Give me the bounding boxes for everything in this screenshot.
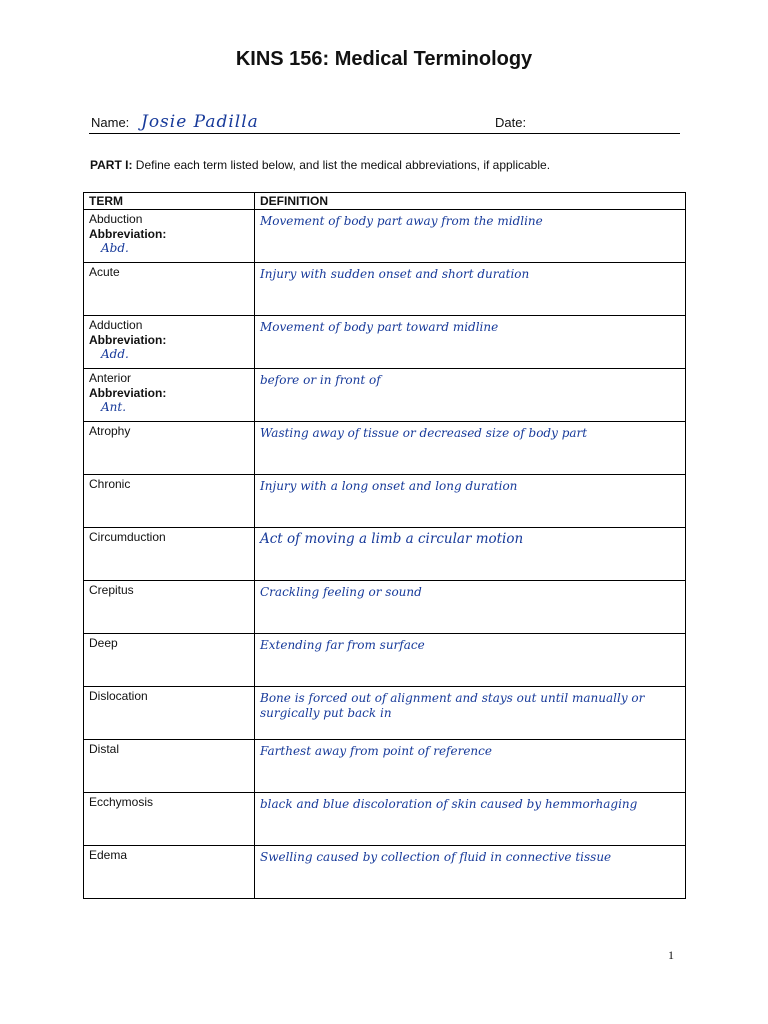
term-cell bbox=[84, 581, 255, 634]
term-cell bbox=[84, 634, 255, 687]
term-cell bbox=[84, 263, 255, 316]
term-cell bbox=[84, 687, 255, 740]
term-cell bbox=[84, 740, 255, 793]
definition-cell bbox=[255, 528, 686, 581]
name-date-row bbox=[89, 112, 680, 134]
definition-text: Swelling caused by collection of fluid in connective tissue bbox=[260, 850, 612, 864]
definition-cell bbox=[255, 740, 686, 793]
term-cell bbox=[84, 422, 255, 475]
term-cell bbox=[84, 846, 255, 899]
term-label: Ecchymosis bbox=[89, 795, 154, 809]
term-cell bbox=[84, 316, 255, 369]
part-label: PART I: bbox=[90, 158, 133, 172]
term-label: Abduction bbox=[89, 212, 143, 226]
table-row bbox=[84, 422, 686, 475]
table-row bbox=[84, 687, 686, 740]
definition-text: Crackling feeling or sound bbox=[260, 585, 422, 599]
term-column-header: TERM bbox=[84, 193, 255, 210]
page-title: KINS 156: Medical Terminology bbox=[235, 48, 533, 70]
definition-cell bbox=[255, 422, 686, 475]
definition-cell bbox=[255, 846, 686, 899]
abbreviation-label: Abbreviation: bbox=[89, 386, 167, 400]
date-label: Date: bbox=[495, 115, 527, 130]
term-label: Chronic bbox=[89, 477, 131, 491]
table-row bbox=[84, 210, 686, 263]
term-label: Anterior bbox=[89, 371, 132, 385]
term-label: Atrophy bbox=[89, 424, 131, 438]
definition-text: Act of moving a limb a circular motion bbox=[260, 531, 524, 547]
name-label: Name: bbox=[91, 115, 130, 130]
term-label: Edema bbox=[89, 848, 128, 862]
table-row bbox=[84, 316, 686, 369]
definition-cell bbox=[255, 210, 686, 263]
term-label: Adduction bbox=[89, 318, 143, 332]
abbreviation-value: Add. bbox=[101, 347, 129, 361]
abbreviation-value: Ant. bbox=[101, 400, 127, 414]
term-label: Dislocation bbox=[89, 689, 148, 703]
term-cell bbox=[84, 475, 255, 528]
definition-text: Extending far from surface bbox=[260, 638, 425, 652]
table-row bbox=[84, 528, 686, 581]
abbreviation-label: Abbreviation: bbox=[89, 333, 167, 347]
name-value: Josie Padilla bbox=[141, 112, 259, 132]
term-cell bbox=[84, 528, 255, 581]
table-row bbox=[84, 581, 686, 634]
part-one-instructions bbox=[90, 158, 550, 172]
definition-cell bbox=[255, 316, 686, 369]
definition-text: black and blue discoloration of skin caused by hemmorhaging bbox=[260, 797, 638, 811]
definition-cell bbox=[255, 793, 686, 846]
term-label: Distal bbox=[89, 742, 120, 756]
definition-text: Movement of body part toward midline bbox=[260, 320, 499, 334]
page-number: 1 bbox=[668, 948, 674, 962]
definition-cell bbox=[255, 475, 686, 528]
table-row bbox=[84, 793, 686, 846]
definition-text: Bone is forced out of alignment and stays out until manually or surgically put back in bbox=[260, 691, 645, 720]
term-label: Circumduction bbox=[89, 530, 166, 544]
definition-cell bbox=[255, 687, 686, 740]
table-row bbox=[84, 475, 686, 528]
instructions-text: Define each term listed below, and list the medical abbreviations, if applicable. bbox=[135, 158, 551, 172]
abbreviation-value: Abd. bbox=[101, 241, 129, 255]
definition-cell bbox=[255, 581, 686, 634]
term-label: Crepitus bbox=[89, 583, 134, 597]
table-row bbox=[84, 846, 686, 899]
definition-text: Injury with sudden onset and short duration bbox=[260, 267, 530, 281]
term-cell bbox=[84, 369, 255, 422]
term-label: Deep bbox=[89, 636, 118, 650]
table-row bbox=[84, 634, 686, 687]
definition-text: Farthest away from point of reference bbox=[260, 744, 492, 758]
abbreviation-label: Abbreviation: bbox=[89, 227, 167, 241]
term-label: Acute bbox=[89, 265, 120, 279]
term-cell bbox=[84, 793, 255, 846]
definition-cell bbox=[255, 634, 686, 687]
definition-cell bbox=[255, 369, 686, 422]
table-row bbox=[84, 740, 686, 793]
definition-cell bbox=[255, 263, 686, 316]
table-header-row bbox=[84, 193, 686, 210]
table-row bbox=[84, 263, 686, 316]
table-row bbox=[84, 369, 686, 422]
definition-column-header: DEFINITION bbox=[255, 193, 686, 210]
definition-text: Injury with a long onset and long duration bbox=[260, 479, 518, 493]
definition-text: Movement of body part away from the midline bbox=[260, 214, 543, 228]
definition-text: before or in front of bbox=[260, 373, 381, 387]
definition-text: Wasting away of tissue or decreased size of body part bbox=[260, 426, 588, 440]
terminology-table bbox=[83, 192, 686, 899]
term-cell bbox=[84, 210, 255, 263]
